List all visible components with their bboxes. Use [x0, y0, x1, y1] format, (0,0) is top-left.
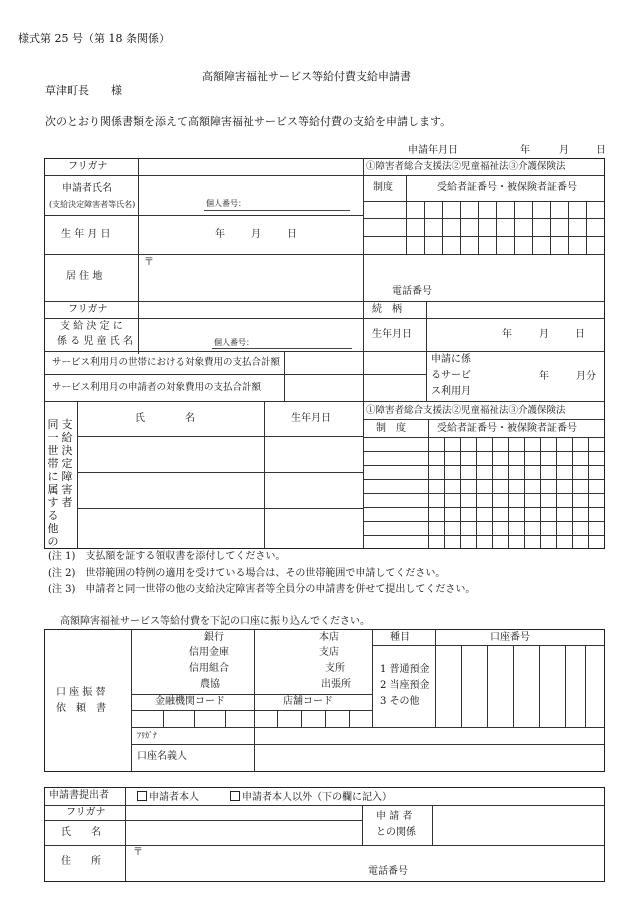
applicant-personal-number-line[interactable] — [204, 210, 350, 211]
applicant-phone-label: 電話番号 — [392, 286, 432, 297]
account-type-other[interactable]: 3 その他 — [380, 696, 420, 707]
service-month-label-3: ス利用月 — [431, 386, 471, 397]
household-recipient-number-header: 受給者証番号・被保険者証番号 — [437, 423, 577, 434]
institution-code-label: 金融機関コード — [155, 696, 225, 707]
submitter-relation-label-1: 申 請 者 — [376, 811, 413, 822]
applicant-name-sublabel: (支給決定障害者等氏名) — [49, 200, 136, 209]
checkbox-other[interactable] — [230, 791, 240, 801]
child-birth-day[interactable]: 日 — [575, 329, 585, 340]
submitter-option-other[interactable] — [230, 791, 392, 803]
applicant-total-label: サービス利用月の申請者の対象費用の支払合計額 — [52, 382, 262, 393]
application-form — [44, 158, 605, 549]
branch-branch[interactable]: 支店 — [319, 647, 339, 658]
applicant-birth-year[interactable]: 年 — [215, 229, 225, 240]
child-furigana-label: フリガナ — [68, 304, 108, 315]
household-side-label-1: 同一世帯に属する他の — [47, 418, 59, 548]
application-date-day[interactable]: 日 — [596, 145, 606, 156]
household-name-header: 氏 名 — [135, 413, 195, 424]
household-system-header: 制 度 — [376, 423, 406, 434]
submitter-option-self-text: 申請者本人 — [149, 792, 199, 803]
child-birth-label: 生年月日 — [372, 329, 412, 340]
account-type-ordinary[interactable]: 1 普通預金 — [380, 664, 430, 675]
child-relation-label: 続 柄 — [372, 304, 402, 315]
household-side-label-2: 支給決定障害者 — [61, 418, 73, 509]
applicant-system-header: 制度 — [373, 182, 393, 193]
submitter-relation-label-2: との関係 — [376, 827, 416, 838]
account-number-header: 口座番号 — [490, 632, 530, 643]
applicant-personal-number-label: 個人番号： — [206, 199, 246, 208]
child-birth-year[interactable]: 年 — [502, 329, 512, 340]
checkbox-self[interactable] — [137, 791, 147, 801]
form-title: 高額障害福祉サービス等給付費支給申請書 — [202, 70, 411, 83]
service-month-label-2: るサービ — [431, 370, 471, 381]
branch-sub-office[interactable]: 出張所 — [321, 679, 351, 690]
submitter-name-label: 氏 名 — [61, 827, 101, 838]
branch-office[interactable]: 支所 — [325, 663, 345, 674]
submitter-furigana-label: フリガナ — [66, 807, 106, 818]
household-birth-header: 生年月日 — [291, 413, 331, 424]
application-date-year[interactable]: 年 — [520, 145, 530, 156]
applicant-name-label: 申請者氏名 — [62, 183, 112, 194]
bank-side-label-1: 口 座 振 替 — [56, 687, 106, 698]
note-2: (注 2) 世帯範囲の特例の適用を受けている場合は、その世帯範囲で申請してください。 — [48, 568, 446, 579]
institution-credit-union[interactable]: 信用組合 — [189, 663, 229, 674]
child-personal-number-label: 個人番号： — [214, 338, 254, 347]
account-type-current[interactable]: 2 当座預金 — [380, 680, 430, 691]
institution-agri-coop[interactable]: 農協 — [200, 679, 220, 690]
child-birth-month[interactable]: 月 — [539, 329, 549, 340]
service-month-year[interactable]: 年 — [539, 371, 549, 382]
service-month-label-1: 申請に係 — [431, 354, 471, 365]
bank-side-label-2: 依 頼 書 — [56, 703, 106, 714]
bank-intro: 高額障害福祉サービス等給付費を下記の口座に振り込んでください。 — [60, 616, 370, 627]
submitter-option-self[interactable] — [137, 791, 199, 803]
applicant-recipient-number-header: 受給者証番号・被保険者証番号 — [437, 182, 577, 193]
note-1: (注 1) 支払額を証する領収書を添付してください。 — [48, 551, 286, 562]
holder-label: 口座名義人 — [137, 751, 187, 762]
applicant-birth-month[interactable]: 月 — [251, 229, 261, 240]
branch-main[interactable]: 本店 — [319, 632, 339, 643]
household-law-header: ①障害者総合支援法②児童福祉法③介護保険法 — [366, 405, 566, 416]
submitter-phone-label: 電話番号 — [368, 866, 408, 877]
applicant-address-label: 居 住 地 — [66, 271, 103, 282]
child-name-label-2: 係 る 児 童 氏 名 — [57, 336, 133, 347]
institution-bank[interactable]: 銀行 — [204, 632, 224, 643]
institution-credit-bank[interactable]: 信用金庫 — [189, 647, 229, 658]
submitter-label: 申請書提出者 — [49, 790, 109, 801]
applicant-birth-label: 生 年 月 日 — [61, 229, 111, 240]
account-type-header: 種目 — [390, 632, 410, 643]
service-month-month[interactable]: 月分 — [576, 371, 596, 382]
applicant-postal-mark: 〒 — [144, 257, 154, 268]
submitter-address-label: 住 所 — [61, 856, 101, 867]
child-personal-number-line[interactable] — [212, 348, 352, 349]
submitter-postal-mark: 〒 — [133, 847, 143, 858]
branch-code-label: 店舗コード — [283, 696, 333, 707]
addressee: 草津町長 様 — [45, 84, 122, 97]
applicant-furigana-label: フリガナ — [68, 161, 108, 172]
application-date-month[interactable]: 月 — [559, 145, 569, 156]
form-number: 様式第 25 号（第 18 条関係） — [18, 32, 170, 45]
household-total-label: サービス利用月の世帯における対象費用の支払合計額 — [52, 357, 281, 368]
intro-text: 次のとおり関係書類を添えて高額障害福祉サービス等給付費の支給を申請します。 — [45, 115, 452, 128]
child-name-label-1: 支 給 決 定 に — [60, 321, 123, 332]
application-date-label: 申請年月日 — [408, 145, 458, 156]
applicant-birth-day[interactable]: 日 — [287, 229, 297, 240]
note-3: (注 3) 申請者と同一世帯の他の支給決定障害者等全員分の申請書を併せて提出してください。 — [48, 584, 476, 595]
submitter-option-other-text: 申請者本人以外（下の欄に記入） — [242, 792, 392, 803]
applicant-law-header: ①障害者総合支援法②児童福祉法③介護保険法 — [366, 161, 566, 172]
holder-furigana-label: ﾌﾘｶﾞﾅ — [137, 731, 157, 740]
